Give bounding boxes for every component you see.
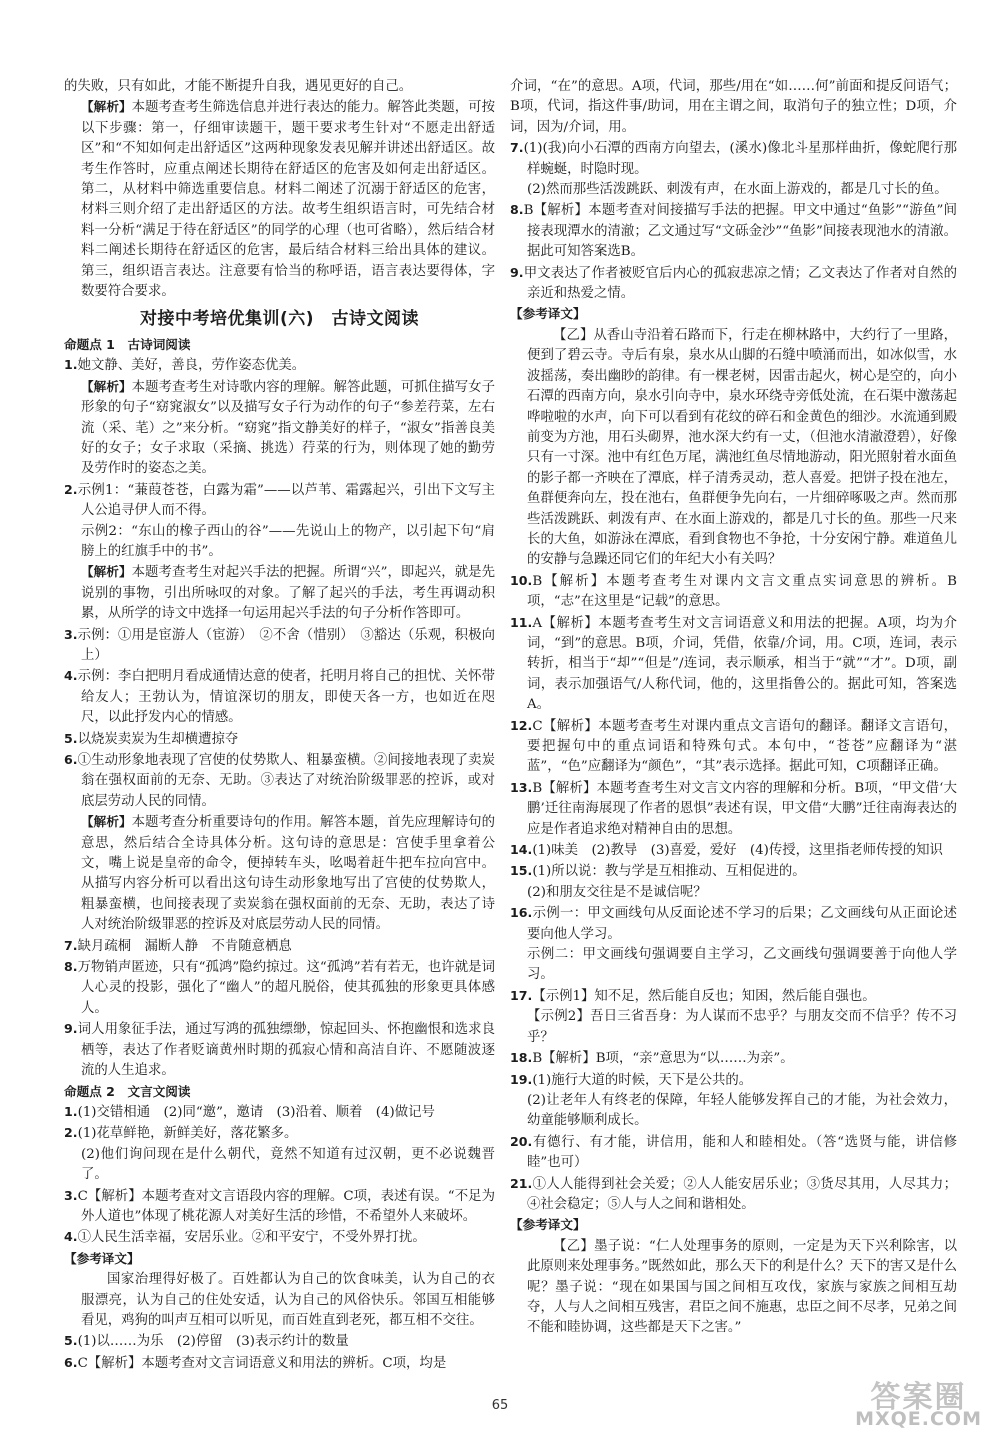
item-number: 6. <box>64 752 78 767</box>
item-text: C【解析】本题考查对文言语段内容的理解。C项，表述有误。“不足为外人道也”体现了桃花源人对美好生活的珍惜，不希望外人来破坏。 <box>77 1188 495 1224</box>
watermark-logo <box>855 1380 982 1430</box>
item-number: 11. <box>510 614 533 630</box>
item-text: (2)然而那些活泼跳跃、刺泼有声，在水面上游戏的，都是几寸长的鱼。 <box>527 182 948 198</box>
answer-item <box>64 750 495 812</box>
analysis-block <box>64 1249 495 1270</box>
item-number: 18. <box>510 1050 533 1066</box>
item-number: 13. <box>510 779 533 795</box>
answer-line <box>510 1091 957 1132</box>
item-text: (1)施行大道的时候，天下是公共的。 <box>532 1072 753 1088</box>
analysis-tag: 【解析】 <box>81 814 132 830</box>
item-number: 8. <box>64 959 78 975</box>
right-column <box>510 77 957 1339</box>
item-text: 示例二：甲文画线句强调要自主学习，乙文画线句强调要善于向他人学习。 <box>527 947 957 983</box>
answer-item <box>64 355 495 376</box>
item-number: 3. <box>64 1187 78 1203</box>
answer-item <box>64 1123 495 1144</box>
answer-line <box>510 77 957 138</box>
item-number: 2. <box>64 481 78 497</box>
item-text: (2)让老年人有终老的保障，年轻人能够发挥自己的才能，为社会效力，幼童能够顺利成长。 <box>527 1092 957 1129</box>
item-number: 19. <box>510 1071 533 1087</box>
item-text: 【乙】从香山寺沿着石路而下，行走在柳林路中，大约行了一里路，便到了碧云寺。寺后有泉，泉水从山脚的石缝中喷涌而出，如冰似雪，水波摇荡，奏出幽眇的韵律。有一棵老树，因雷击起火，树心是空的，向小石潭的西南方向，泉水引向寺中，泉水环绕寺旁低处流，在石渠中激荡起哗啦啦的水声，向下可以看到有花纹的碎石和金黄色的细沙。水流通到殿前变为方池，用石头砌界，池水深大约有一丈，（但池水清澈澄碧），好像只有一寸深。池中有红色万尾，满池红鱼尽情地游动，阳光照射着水面鱼的影子都一齐映在了潭底，样子清秀灵动，惹人喜爱。把饼子投在池左，鱼群便奔向左，投在池右，鱼群便争先向右，一片细碎啄吸之声。然而那些活泼跳跃、刺泼有声、在水面上游戏的，都是几寸长的鱼。那些一尺来长的大鱼，如游泳在潭底，看到食物也不争抢，十分安闲宁静。难道鱼儿的安静与急躁还同它们的年纪大小有关吗？ <box>527 327 957 568</box>
item-text: 示例：李白把明月看成通情达意的使者，托明月将自己的担忧、关怀带给友人；王勃认为，情谊深切的朋友，即使天各一方，也如近在咫尺，以此抒发内心的情感。 <box>77 669 495 726</box>
answer-item <box>510 263 957 305</box>
item-text: 缺月疏桐 漏断人静 不肯随意栖息 <box>77 938 292 954</box>
analysis-tag: 【参考译文】 <box>510 1217 586 1233</box>
page-number: 65 <box>491 1398 509 1413</box>
item-text: 介词，“在”的意思。A项，代词，那些/用在“如……何”前面和提反问语气；B项，代词，指这件事/助词，用在主谓之间，取消句子的独立性；D项，介词，因为/介词，用。 <box>510 79 957 135</box>
item-text: (1)花草鲜艳，新鲜美好，落花繁多。 <box>77 1126 298 1142</box>
item-text: 她文静、美好，善良，劳作姿态优美。 <box>77 358 306 374</box>
item-text: (1)以……为乐 (2)停留 (3)表示约计的数量 <box>77 1334 349 1350</box>
answer-item <box>510 840 957 861</box>
item-number: 14. <box>510 842 533 858</box>
item-text: (2)他们询问现在是什么朝代，竟然不知道有过汉朝，更不必说魏晋了。 <box>81 1146 495 1183</box>
answer-item <box>64 1186 495 1228</box>
analysis-tag: 【解析】 <box>81 99 132 115</box>
analysis-tag: 【解析】 <box>81 378 132 394</box>
analysis-block <box>64 562 495 624</box>
item-number: 17. <box>510 987 533 1003</box>
answer-item <box>510 986 957 1007</box>
item-number: 6. <box>64 1354 78 1370</box>
item-text: 本题考查考生对诗歌内容的理解。解答此题，可抓住描写女子形象的句子“窈窕淑女”以及描写女子行为动作的句子“参差荇菜，左右流（采、芼）之”来分析。“窈窕”指文静美好的样子，“淑女”指善良美好的女子；女子求取（采摘、挑选）荇菜的行为，则体现了她的勤劳及劳作时的姿态之美。 <box>81 379 496 477</box>
topic-heading: 命题点 2 文言文阅读 <box>64 1083 191 1099</box>
item-text: 有德行、有才能，讲信用，能和人和睦相处。（答“选贤与能，讲信修睦”也可） <box>527 1134 957 1171</box>
item-text: 【示例2】吾日三省吾身：为人谋而不忠乎？与朋友交而不信乎？传不习乎？ <box>527 1009 957 1045</box>
item-number: 15. <box>510 863 533 879</box>
translation-paragraph <box>64 1270 495 1331</box>
topic-heading: 命题点 1 古诗词阅读 <box>64 336 191 352</box>
item-number: 8. <box>510 202 524 218</box>
item-number: 12. <box>510 717 533 733</box>
item-number: 4. <box>64 668 78 684</box>
item-number: 9. <box>64 1021 78 1037</box>
answer-item <box>64 957 495 1019</box>
analysis-tag: 【参考译文】 <box>510 306 586 322</box>
translation-paragraph <box>510 326 957 571</box>
answer-line <box>510 180 957 200</box>
analysis-block <box>64 97 495 302</box>
item-text: B【解析】本题考查考生对课内文言文重点实词意思的辨析。B项，“志”在这里是“记载”的意思。 <box>527 573 957 610</box>
answer-item <box>64 480 495 522</box>
answer-item <box>64 666 495 728</box>
answer-item <box>510 571 957 613</box>
answer-item <box>510 1048 957 1069</box>
analysis-text: 本题考查考生筛选信息并进行表达的能力。解答此类题，可按以下步骤：第一，仔细审读题干，题干要求考生针对“不愿走出舒适区”和“不知如何走出舒适区”这两种现象发表见解并讲述出舒适区。故考生作答时，应重点阐述长期待在舒适区的危害及如何走出舒适区。第二，从材料中筛选重要信息。材料二阐述了沉溺于舒适区的危害，材料三则介绍了走出舒适区的方法。故考生组织语言时，可先结合材料一分析“满足于待在舒适区”的同学的心理（也可省略），然后结合材料二阐述长期待在舒适区的危害，最后结合材料三给出具体的建议。第三，组织语言表达。注意要有恰当的称呼语，语言表达要得体，字数要符合要求。 <box>81 100 496 300</box>
answer-line <box>64 1145 495 1186</box>
analysis-tag: 【解析】 <box>81 564 132 580</box>
intro-line: 的失败，只有如此，才能不断提升自我，遇见更好的自己。 <box>64 79 413 94</box>
answer-item <box>510 861 957 882</box>
watermark-seal: 答案圈 <box>870 1380 967 1416</box>
item-number: 3. <box>64 626 78 642</box>
answer-item <box>510 778 957 840</box>
answer-item <box>510 716 957 778</box>
answer-item <box>510 1132 957 1174</box>
item-text: 以烧炭卖炭为生却横遭掠夺 <box>77 731 239 747</box>
item-text: A【解析】本题考查考生对文言词语意义和用法的把握。A项，均为介词，“到”的意思。B项，介词，凭借，依靠/介词，用。C项，连词，表示转折，相当于“却”“但是”/连词，表示顺承，相当于“就”“才”。D项，副词，表示加强语气/人称代词，他的，这里指鲁公的。据此可知，答案选A。 <box>527 615 957 713</box>
answer-item <box>64 625 495 667</box>
answer-line <box>64 522 495 563</box>
item-text: (1)味美 (2)教导 (3)喜爱，爱好 (4)传授，这里指老师传授的知识 <box>532 843 943 859</box>
item-number: 21. <box>510 1175 533 1191</box>
item-text: 示例一：甲文画线句从反面论述不学习的后果；乙文画线句从正面论述要向他人学习。 <box>527 906 957 942</box>
answer-line <box>510 1007 957 1048</box>
answer-item <box>64 1227 495 1248</box>
item-text: ①生动形象地表现了宫使的仗势欺人、粗暴蛮横。②间接地表现了卖炭翁在强权面前的无奈、无助。③表达了对统治阶级罪恶的控诉，或对底层劳动人民的同情。 <box>77 753 495 809</box>
item-text: 【示例1】知不足，然后能自反也；知困，然后能自强也。 <box>532 988 876 1004</box>
answer-item <box>64 1331 495 1352</box>
answer-item <box>510 200 957 262</box>
item-text: B【解析】B项，“亲”意思为“以……为亲”。 <box>532 1051 794 1067</box>
item-text: (1)所以说：教与学是互相推动、互相促进的。 <box>532 864 806 880</box>
item-number: 4. <box>64 1229 78 1245</box>
item-text: 甲文表达了作者被贬官后内心的孤寂悲凉之情；乙文表达了作者对自然的亲近和热爱之情。 <box>523 265 957 302</box>
answer-line <box>510 945 957 986</box>
answer-item <box>64 1102 495 1123</box>
answer-item <box>64 1353 495 1374</box>
answer-item <box>510 613 957 716</box>
answer-item <box>64 729 495 750</box>
item-number: 7. <box>510 140 524 156</box>
answer-line <box>510 883 957 903</box>
item-text: 词人用象征手法，通过写鸿的孤独缥缈，惊起回头、怀抱幽恨和选求良栖等，表达了作者贬谪黄州时期的孤寂心情和高洁自许、不愿随波逐流的人生追求。 <box>77 1022 495 1079</box>
analysis-block <box>510 1215 957 1236</box>
item-text: 示例：①用是宦游人（宦游） ②不舍（惜别） ③豁达（乐观，积极向上） <box>77 627 495 663</box>
analysis-block <box>510 304 957 325</box>
item-text: 万物销声匿迹，只有“孤鸿”隐约掠过。这“孤鸿”若有若无，也许就是词人心灵的投影，强化了“幽人”的超凡脱俗，使其孤独的形象更具体感人。 <box>77 960 495 1016</box>
item-text: 本题考查考生对起兴手法的把握。所谓“兴”，即起兴，就是先说别的事物，引出所咏叹的对象。了解了起兴的手法，考生再调动积累，从所学的诗文中选择一句运用起兴手法的句子分析作答即可。 <box>81 565 495 622</box>
item-number: 9. <box>510 264 524 280</box>
answer-item <box>510 1174 957 1216</box>
answer-item <box>510 138 957 180</box>
item-text: 示例1：“蒹葭苍苍，白露为霜”——以芦苇、霜露起兴，引出下文写主人公追寻伊人而不得。 <box>77 482 495 519</box>
translation-paragraph <box>510 1237 957 1339</box>
item-text: C【解析】本题考查考生对课内重点文言语句的翻译。翻译文言语句，要把握句中的重点词语和特殊句式。本句中，“苍苍”应翻译为“湛蓝”，“色”应翻译为“颜色”，“其”表示选择。据此可知，C项翻译正确。 <box>527 718 957 775</box>
item-text: C【解析】本题考查对文言词语意义和用法的辨析。C项，均是 <box>77 1355 447 1371</box>
item-text: 示例2：“东山的橡子西山的谷”——先说山上的物产，以引起下句“肩膀上的红旗手中的书”。 <box>81 523 495 559</box>
item-text: (2)和朋友交往是不是诚信呢？ <box>527 884 707 900</box>
item-number: 1. <box>64 357 78 373</box>
answer-item <box>510 1070 957 1091</box>
item-text: 本题考查分析重要诗句的作用。解答本题，首先应理解诗句的意思，然后结合全诗具体分析。这句诗的意思是：宫使手里拿着公文，嘴上说是皇帝的命令，便掉转车头，吆喝着赶牛把车拉向宫中。从描写内容分析可以看出这句诗生动形象地写出了宫使的仗势欺人，粗暴蛮横，也间接表现了卖炭翁在强权面前的无奈、无助，表达了诗人对统治阶级罪恶的控诉及对底层劳动人民的同情。 <box>81 815 496 933</box>
item-number: 10. <box>510 572 533 588</box>
item-text: B【解析】本题考查考生对文言文内容的理解和分析。B项，“甲文借‘大鹏’迁往南海展现了作者的恩惧”表述有误，甲文借“大鹏”迁往南海表达的应是作者追求绝对精神自由的思想。 <box>527 780 957 837</box>
answer-item <box>510 903 957 945</box>
item-number: 5. <box>64 1333 78 1349</box>
item-text: 国家治理得好极了。百姓都认为自己的饮食味美，认为自己的衣服漂亮，认为自己的住处安适，认为自己的风俗快乐。邻国互相能够看见，鸡狗的叫声互相可以听见，而百姓直到老死，都互相不交往。 <box>81 1272 495 1328</box>
analysis-block <box>64 377 495 480</box>
item-text: ①人人能得到社会关爱；②人人能安居乐业；③货尽其用，人尽其力；④社会稳定；⑤人与人之间和谐相处。 <box>527 1176 957 1212</box>
item-number: 2. <box>64 1125 78 1141</box>
item-text: ①人民生活幸福，安居乐业。②和平安宁，不受外界打扰。 <box>77 1230 426 1246</box>
item-number: 7. <box>64 937 78 953</box>
answer-item <box>64 936 495 957</box>
section-title: 对接中考培优集训(六) 古诗文阅读 <box>139 309 420 330</box>
watermark-site: MXQE.COM <box>855 1407 982 1430</box>
item-number: 20. <box>510 1133 533 1149</box>
left-column <box>64 77 495 1374</box>
item-text: B【解析】本题考查对间接描写手法的把握。甲文中通过“鱼影”“游鱼”间接表现潭水的清澈；乙文通过写“文砾金沙”“鱼影”间接表现池水的清澈。据此可知答案选B。 <box>523 203 957 260</box>
item-text: 【乙】墨子说：“仁人处理事务的原则，一定是为天下兴利除害，以此原则来处理事务。”既然如此，那么天下的利是什么？天下的害又是什么呢？墨子说：“现在如果国与国之间相互攻伐，家族与家族之间相互劫夺，人与人之间相互残害，君臣之间不施惠，忠臣之间不尽孝，兄弟之间不能和睦协调，这些都是天下之害。” <box>527 1238 957 1336</box>
item-number: 16. <box>510 905 533 921</box>
analysis-block <box>64 812 495 935</box>
answer-item <box>64 1019 495 1081</box>
item-number: 5. <box>64 730 78 746</box>
item-number: 1. <box>64 1103 78 1119</box>
item-text: (1)交错相通 (2)同“邀”，邀请 (3)沿着、顺着 (4)做记号 <box>77 1104 435 1120</box>
item-text: (1)(我)向小石潭的西南方向望去，(溪水)像北斗星那样曲折，像蛇爬行那样蜿蜒，时隐时现。 <box>523 141 957 177</box>
analysis-tag: 【参考译文】 <box>64 1250 140 1266</box>
